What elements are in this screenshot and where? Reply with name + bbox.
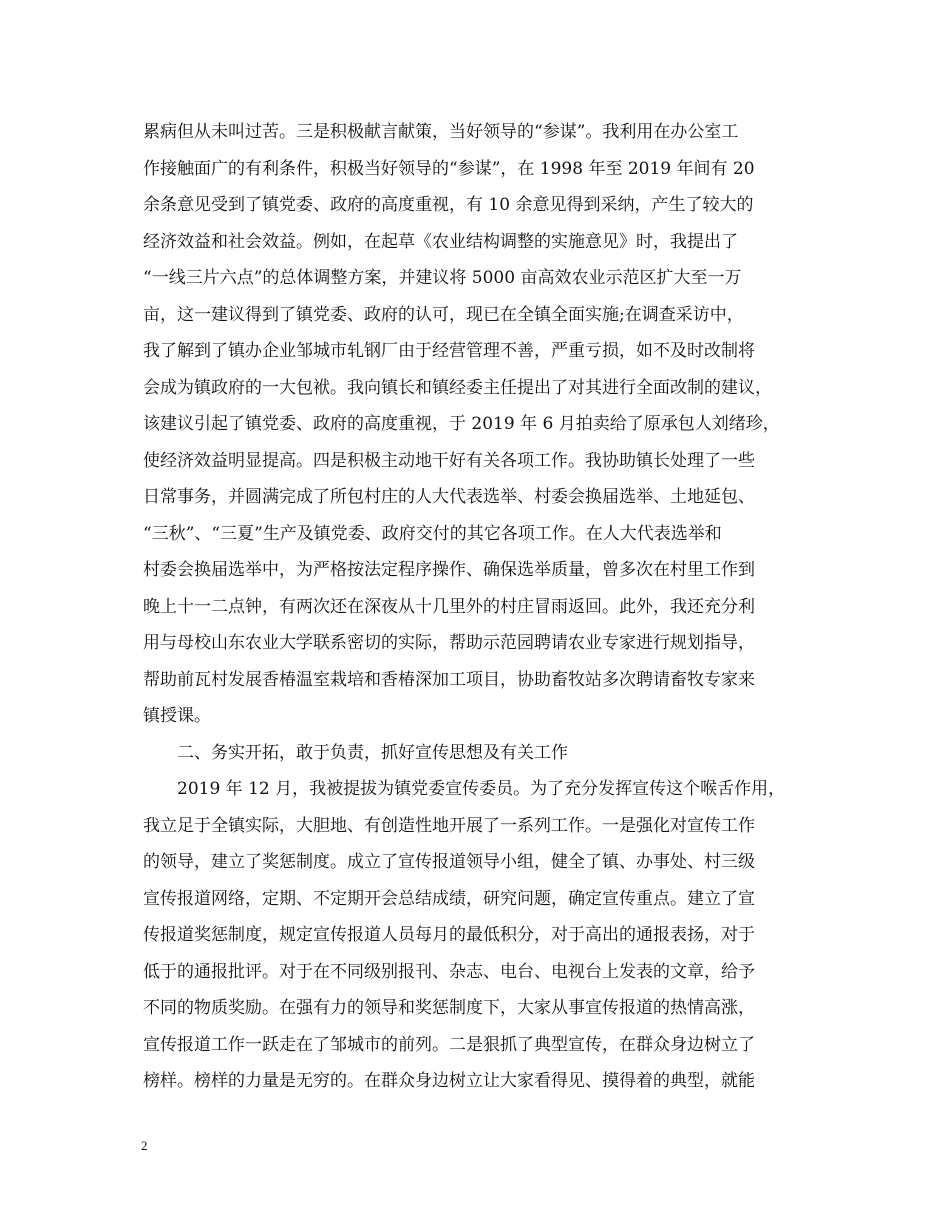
text-line: 2019 年 12 月，我被提拔为镇党委宣传委员。为了充分发挥宣传这个喉舌作用， — [143, 779, 786, 799]
text-line: 不同的物质奖励。在强有力的领导和奖惩制度下，大家从事宣传报道的热情高涨， — [143, 998, 755, 1018]
text-line: 用与母校山东农业大学联系密切的实际，帮助示范园聘请农业专家进行规划指导， — [143, 633, 755, 653]
text-line: 帮助前瓦村发展香椿温室栽培和香椿深加工项目，协助畜牧站多次聘请畜牧专家来 — [143, 669, 755, 690]
text-line: 晚上十一二点钟，有两次还在深夜从十几里外的村庄冒雨返回。此外，我还充分利 — [143, 596, 755, 617]
body-text — [143, 114, 833, 1100]
text-line: 低于的通报批评。对于在不同级别报刊、杂志、电台、电视台上发表的文章，给予 — [143, 961, 755, 982]
text-line: 镇授课。 — [143, 706, 211, 726]
text-line: 作接触面广的有利条件，积极当好领导的“参谋”，在 1998 年至 2019 年间有 20 — [143, 158, 755, 179]
text-line: 宣传报道网络，定期、不定期开会总结成绩，研究问题，确定宣传重点。建立了宣 — [143, 888, 755, 909]
text-line: 宣传报道工作一跃走在了邹城市的前列。二是狠抓了典型宣传，在群众身边树立了 — [143, 1034, 755, 1055]
text-line: “三秋”、“三夏”生产及镇党委、政府交付的其它各项工作。在人大代表选举和 — [143, 523, 722, 544]
text-line: 累病但从未叫过苦。三是积极献言献策，当好领导的“参谋”。我利用在办公室工 — [143, 122, 739, 142]
text-line: 日常事务，并圆满完成了所包村庄的人大代表选举、村委会换届选举、土地延包、 — [143, 487, 755, 507]
text-line: 经济效益和社会效益。例如，在起草《农业结构调整的实施意见》时，我提出了 — [143, 231, 738, 252]
page-number: 2 — [141, 1138, 148, 1153]
text-line: “一线三片六点”的总体调整方案，并建议将 5000 亩高效农业示范区扩大至一万 — [143, 268, 742, 288]
text-line: 该建议引起了镇党委、政府的高度重视，于 2019 年 6 月拍卖给了原承包人刘绪珍， — [143, 414, 780, 434]
text-line: 村委会换届选举中，为严格按法定程序操作、确保选举质量，曾多次在村里工作到 — [143, 560, 755, 580]
text-line: 会成为镇政府的一大包袱。我向镇长和镇经委主任提出了对其进行全面改制的建议， — [143, 377, 772, 398]
text-line: 余条意见受到了镇党委、政府的高度重视，有 10 余意见得到采纳，产生了较大的 — [143, 195, 754, 215]
text-line: 使经济效益明显提高。四是积极主动地干好有关各项工作。我协助镇长处理了一些 — [143, 450, 755, 471]
text-line: 的领导，建立了奖惩制度。成立了宣传报道领导小组，健全了镇、办事处、村三级 — [143, 852, 755, 872]
text-line: 我立足于全镇实际，大胆地、有创造性地开展了一系列工作。一是强化对宣传工作 — [143, 815, 755, 836]
text-line: 亩，这一建议得到了镇党委、政府的认可，现已在全镇全面实施;在调查采访中， — [143, 304, 744, 325]
text-line: 榜样。榜样的力量是无穷的。在群众身边树立让大家看得见、摸得着的典型，就能 — [143, 1071, 755, 1091]
text-line: 传报道奖惩制度，规定宣传报道人员每月的最低积分，对于高出的通报表扬，对于 — [143, 925, 755, 945]
text-line: 我了解到了镇办企业邹城市轧钢厂由于经营管理不善，严重亏损，如不及时改制将 — [143, 341, 755, 361]
text-line: 二、务实开拓，敢于负责，抓好宣传思想及有关工作 — [143, 742, 568, 763]
